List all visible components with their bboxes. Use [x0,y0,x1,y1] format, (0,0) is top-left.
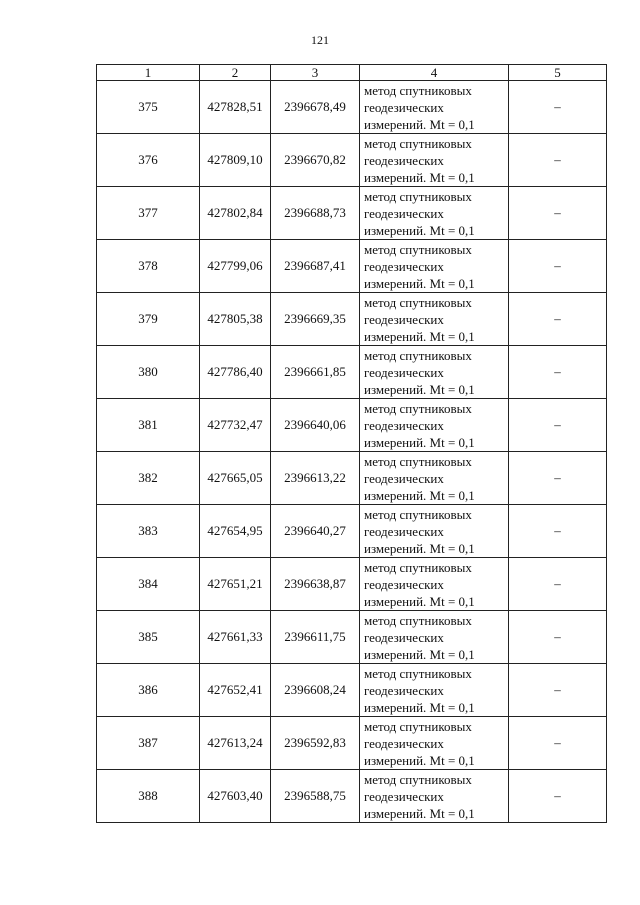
coord-x: 427809,10 [200,134,271,187]
table-row [97,346,607,399]
coordinates-table [96,64,607,823]
method-line-2: геодезических [364,205,444,221]
method-description [360,81,509,134]
table-row [97,558,607,611]
coord-x: 427603,40 [200,770,271,823]
table-row [97,134,607,187]
point-number: 375 [97,81,200,134]
coord-y: 2396640,27 [271,505,360,558]
method-line-3: измерений. Mt = 0,1 [364,328,475,344]
method-line-2: геодезических [364,788,444,804]
method-line-3: измерений. Mt = 0,1 [364,540,475,556]
method-line-1: метод спутниковых [364,771,472,787]
method-line-3: измерений. Mt = 0,1 [364,699,475,715]
coord-y: 2396661,85 [271,346,360,399]
coord-x: 427805,38 [200,293,271,346]
coord-y: 2396613,22 [271,452,360,505]
point-number: 380 [97,346,200,399]
method-line-3: измерений. Mt = 0,1 [364,381,475,397]
coord-x: 427786,40 [200,346,271,399]
point-number: 379 [97,293,200,346]
coord-y: 2396638,87 [271,558,360,611]
coord-x: 427665,05 [200,452,271,505]
note-cell: – [509,293,607,346]
method-line-2: геодезических [364,258,444,274]
coord-x: 427828,51 [200,81,271,134]
method-description [360,505,509,558]
note-cell: – [509,664,607,717]
point-number: 381 [97,399,200,452]
method-line-1: метод спутниковых [364,135,472,151]
method-description [360,399,509,452]
coord-y: 2396592,83 [271,717,360,770]
coord-y: 2396670,82 [271,134,360,187]
method-line-3: измерений. Mt = 0,1 [364,646,475,662]
method-line-2: геодезических [364,311,444,327]
method-line-3: измерений. Mt = 0,1 [364,593,475,609]
method-line-1: метод спутниковых [364,241,472,257]
method-description [360,717,509,770]
point-number: 376 [97,134,200,187]
method-line-1: метод спутниковых [364,506,472,522]
table-row [97,81,607,134]
point-number: 382 [97,452,200,505]
point-number: 385 [97,611,200,664]
note-cell: – [509,505,607,558]
method-line-1: метод спутниковых [364,559,472,575]
table-row [97,717,607,770]
note-cell: – [509,717,607,770]
note-cell: – [509,558,607,611]
method-line-2: геодезических [364,470,444,486]
method-line-3: измерений. Mt = 0,1 [364,116,475,132]
method-line-1: метод спутниковых [364,665,472,681]
coord-x: 427613,24 [200,717,271,770]
table-row [97,664,607,717]
method-description [360,134,509,187]
method-description [360,452,509,505]
table-row [97,293,607,346]
point-number: 384 [97,558,200,611]
method-line-2: геодезических [364,417,444,433]
method-description [360,293,509,346]
method-line-3: измерений. Mt = 0,1 [364,487,475,503]
table-row [97,505,607,558]
method-line-2: геодезических [364,576,444,592]
point-number: 388 [97,770,200,823]
method-line-1: метод спутниковых [364,347,472,363]
method-line-3: измерений. Mt = 0,1 [364,169,475,185]
coord-x: 427652,41 [200,664,271,717]
method-line-2: геодезических [364,682,444,698]
note-cell: – [509,611,607,664]
coord-y: 2396678,49 [271,81,360,134]
col-header-4: 4 [360,65,509,81]
table-row [97,611,607,664]
method-description [360,664,509,717]
method-line-1: метод спутниковых [364,400,472,416]
coord-y: 2396687,41 [271,240,360,293]
coord-x: 427651,21 [200,558,271,611]
method-line-3: измерений. Mt = 0,1 [364,434,475,450]
method-line-3: измерений. Mt = 0,1 [364,222,475,238]
method-line-2: геодезических [364,99,444,115]
method-line-1: метод спутниковых [364,612,472,628]
coord-y: 2396588,75 [271,770,360,823]
col-header-5: 5 [509,65,607,81]
coord-x: 427654,95 [200,505,271,558]
method-line-1: метод спутниковых [364,718,472,734]
method-line-2: геодезических [364,152,444,168]
coord-x: 427661,33 [200,611,271,664]
coord-y: 2396611,75 [271,611,360,664]
method-description [360,346,509,399]
table-row [97,770,607,823]
coord-y: 2396640,06 [271,399,360,452]
note-cell: – [509,187,607,240]
col-header-2: 2 [200,65,271,81]
method-line-3: измерений. Mt = 0,1 [364,805,475,821]
note-cell: – [509,399,607,452]
coord-x: 427732,47 [200,399,271,452]
point-number: 378 [97,240,200,293]
note-cell: – [509,81,607,134]
table-row [97,399,607,452]
table-row [97,452,607,505]
method-line-1: метод спутниковых [364,453,472,469]
coord-x: 427802,84 [200,187,271,240]
method-line-2: геодезических [364,629,444,645]
col-header-3: 3 [271,65,360,81]
table-body [97,81,607,823]
method-line-1: метод спутниковых [364,82,472,98]
method-description [360,240,509,293]
method-description [360,187,509,240]
method-description [360,611,509,664]
method-line-3: измерений. Mt = 0,1 [364,275,475,291]
method-line-1: метод спутниковых [364,188,472,204]
method-line-3: измерений. Mt = 0,1 [364,752,475,768]
method-line-1: метод спутниковых [364,294,472,310]
page-number: 121 [311,33,329,47]
col-header-1: 1 [97,65,200,81]
point-number: 387 [97,717,200,770]
method-line-2: геодезических [364,523,444,539]
table-row [97,187,607,240]
method-description [360,770,509,823]
point-number: 386 [97,664,200,717]
point-number: 377 [97,187,200,240]
header-row [97,65,607,81]
note-cell: – [509,452,607,505]
coord-x: 427799,06 [200,240,271,293]
method-line-2: геодезических [364,364,444,380]
method-line-2: геодезических [364,735,444,751]
coord-y: 2396688,73 [271,187,360,240]
point-number: 383 [97,505,200,558]
method-description [360,558,509,611]
note-cell: – [509,770,607,823]
coord-y: 2396608,24 [271,664,360,717]
table-row [97,240,607,293]
note-cell: – [509,134,607,187]
coord-y: 2396669,35 [271,293,360,346]
note-cell: – [509,240,607,293]
note-cell: – [509,346,607,399]
